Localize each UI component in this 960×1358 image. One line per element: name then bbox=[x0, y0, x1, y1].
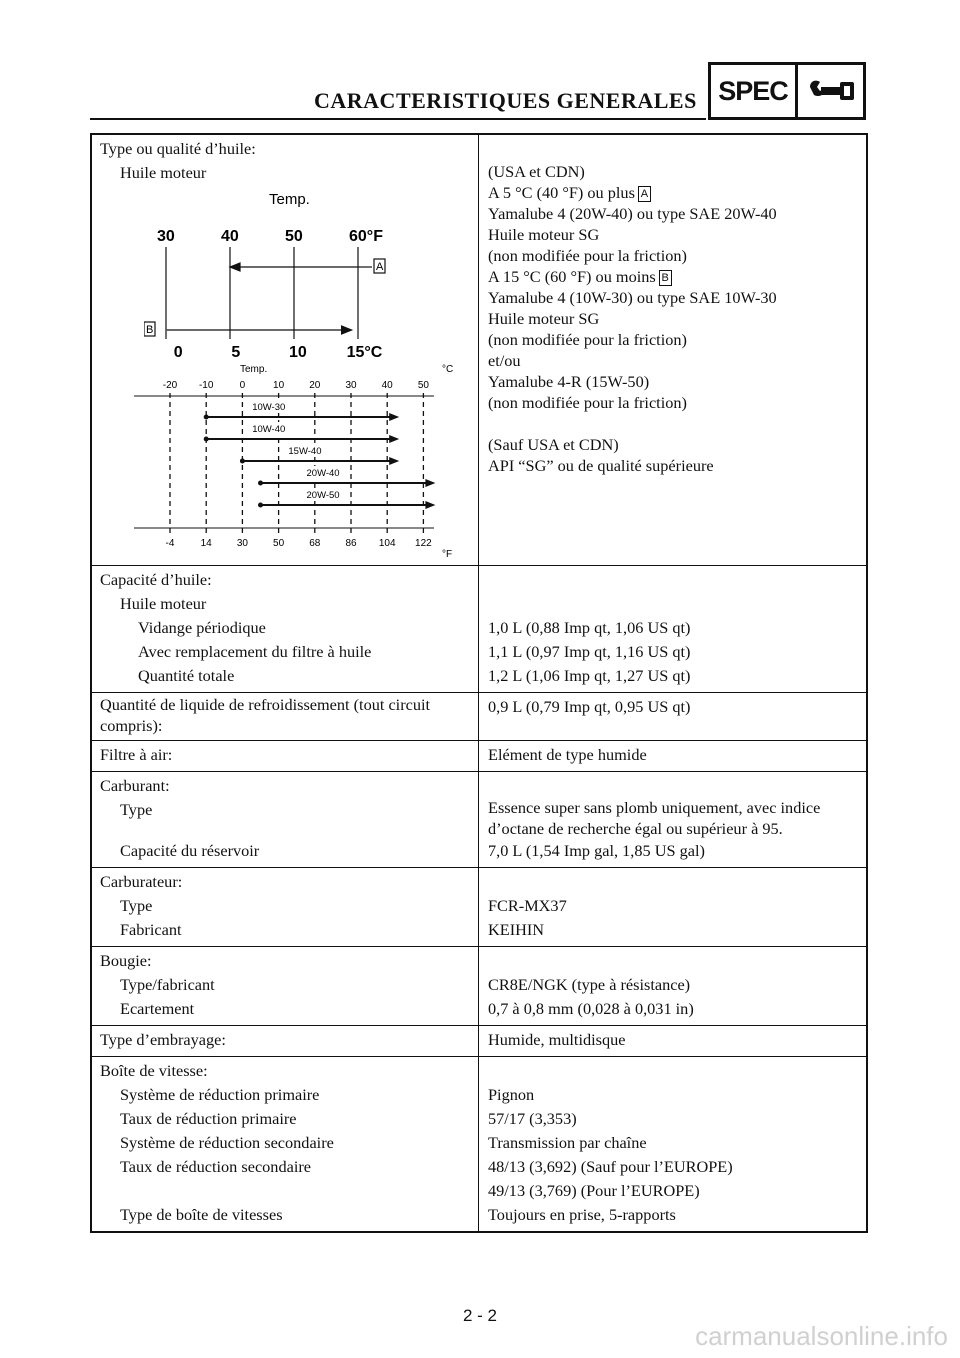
chart2-celsius-tick: 10 bbox=[273, 380, 285, 391]
chart2-celsius-tick: 40 bbox=[381, 380, 393, 391]
spec-section bbox=[92, 1057, 866, 1231]
spec-label: Système de réduction primaire bbox=[120, 1085, 320, 1104]
chart2-series-label: 15W-40 bbox=[288, 446, 322, 457]
spec-value: Pignon bbox=[488, 1085, 535, 1104]
chart2-range-start bbox=[240, 459, 245, 464]
chart1-title: Temp. bbox=[269, 191, 310, 208]
chart2-range-arrowhead bbox=[425, 501, 435, 509]
spec-label: Bougie: bbox=[100, 951, 152, 970]
spec-value: Essence super sans plomb uniquement, avec indice d’octane de recherche égal ou supérieur à 95. bbox=[488, 798, 821, 838]
spec-label: Filtre à air: bbox=[100, 745, 173, 764]
chart2-range-arrowhead bbox=[389, 457, 399, 465]
spec-value: 1,0 L (0,88 Imp qt, 1,06 US qt) bbox=[488, 618, 691, 637]
chart2-fahrenheit-tick: 104 bbox=[378, 538, 396, 549]
chart2-range-start bbox=[258, 503, 263, 508]
chart2-fahrenheit-tick: 50 bbox=[273, 538, 285, 549]
page-number: 2 - 2 bbox=[462, 1306, 498, 1325]
chart2-celsius-tick: 0 bbox=[239, 380, 246, 391]
chart2-fahrenheit-tick: -4 bbox=[165, 538, 175, 549]
spec-label: Type bbox=[120, 896, 153, 915]
oil-note: Yamalube 4 (20W-40) ou type SAE 20W-40 bbox=[488, 204, 777, 223]
oil-note: Huile moteur SG bbox=[488, 225, 600, 244]
chart2-unit-top: °C bbox=[442, 364, 454, 375]
chart1-celsius-tick: 10 bbox=[289, 344, 307, 359]
watermark: carmanualsonline.info bbox=[695, 1321, 948, 1351]
oil-viscosity-chart bbox=[134, 361, 464, 561]
oil-note: (USA et CDN) bbox=[488, 162, 585, 181]
spec-section bbox=[92, 741, 866, 772]
oil-note: et/ou bbox=[488, 351, 521, 370]
spec-label: Quantité de liquide de refroidissement (tout circuit compris): bbox=[100, 695, 431, 735]
spec-section bbox=[92, 566, 866, 693]
spec-label: Fabricant bbox=[120, 920, 182, 939]
oil-type-section bbox=[92, 135, 866, 566]
spec-value bbox=[488, 949, 866, 973]
spec-badge bbox=[708, 62, 866, 120]
spec-section bbox=[92, 1026, 866, 1057]
chart2-fahrenheit-tick: 14 bbox=[200, 538, 212, 549]
oil-note: (non modifiée pour la friction) bbox=[488, 330, 687, 349]
chart2-series-label: 10W-40 bbox=[252, 424, 286, 435]
spec-label: Type d’embrayage: bbox=[100, 1030, 226, 1049]
oil-note: Huile moteur SG bbox=[488, 309, 600, 328]
spec-value bbox=[488, 568, 866, 592]
spec-section bbox=[92, 868, 866, 947]
chart2-title: Temp. bbox=[240, 364, 268, 375]
oil-type-left bbox=[92, 135, 479, 565]
chart1-arrowhead-a bbox=[230, 263, 240, 271]
spec-value bbox=[488, 774, 866, 798]
chart2-range-start bbox=[204, 437, 209, 442]
spec-value: CR8E/NGK (type à résistance) bbox=[488, 975, 691, 994]
chart1-label-a: A bbox=[376, 261, 384, 273]
chart1-fahrenheit-tick: 30 bbox=[157, 228, 175, 245]
spec-label: Boîte de vitesse: bbox=[100, 1061, 208, 1080]
spec-label: Type/fabricant bbox=[120, 975, 215, 994]
spec-label: Taux de réduction primaire bbox=[120, 1109, 297, 1128]
chart2-fahrenheit-tick: 86 bbox=[345, 538, 357, 549]
spec-label: Carburant: bbox=[100, 776, 170, 795]
chart2-range-arrowhead bbox=[425, 479, 435, 487]
chart1-fahrenheit-tick: 40 bbox=[221, 228, 239, 245]
chart2-fahrenheit-tick: 122 bbox=[415, 538, 432, 549]
chart2-celsius-tick: 50 bbox=[417, 380, 429, 391]
oil-type-right bbox=[479, 135, 866, 565]
spec-value: Toujours en prise, 5-rapports bbox=[488, 1205, 676, 1224]
spec-label: Type bbox=[120, 800, 153, 819]
spec-value: 1,1 L (0,97 Imp qt, 1,16 US qt) bbox=[488, 642, 691, 661]
header-rule bbox=[90, 118, 706, 120]
chart2-celsius-tick: -10 bbox=[198, 380, 214, 391]
spec-value: 0,7 à 0,8 mm (0,028 à 0,031 in) bbox=[488, 999, 694, 1018]
chart2-celsius-tick: -20 bbox=[162, 380, 178, 391]
oil-notes bbox=[488, 161, 866, 476]
spec-label: Huile moteur bbox=[120, 594, 207, 613]
spec-label: Taux de réduction secondaire bbox=[120, 1157, 311, 1176]
spec-value: KEIHIN bbox=[488, 920, 545, 939]
spec-label: Vidange périodique bbox=[138, 618, 266, 637]
chart2-series-label: 10W-30 bbox=[252, 402, 286, 413]
spec-value: 49/13 (3,769) (Pour l’EUROPE) bbox=[488, 1181, 700, 1200]
oil-note: (non modifiée pour la friction) bbox=[488, 246, 687, 265]
spec-value: FCR-MX37 bbox=[488, 896, 567, 915]
wrench-icon bbox=[798, 65, 863, 117]
chart2-range-start bbox=[258, 481, 263, 486]
oil-note: (non modifiée pour la friction) bbox=[488, 393, 687, 412]
spec-value: 57/17 (3,353) bbox=[488, 1109, 577, 1128]
callout-box-a: A bbox=[638, 186, 651, 202]
chart1-celsius-tick: 0 bbox=[173, 344, 183, 359]
spec-value: 48/13 (3,692) (Sauf pour l’EUROPE) bbox=[488, 1157, 733, 1176]
temperature-range-chart-1 bbox=[144, 189, 414, 359]
spec-section bbox=[92, 693, 866, 741]
page-title: CARACTERISTIQUES GENERALES bbox=[314, 88, 697, 113]
spec-value: 1,2 L (1,06 Imp qt, 1,27 US qt) bbox=[488, 666, 691, 685]
chart1-fahrenheit-tick: 50 bbox=[285, 228, 303, 245]
spec-section bbox=[92, 772, 866, 868]
chart2-fahrenheit-tick: 30 bbox=[236, 538, 248, 549]
spec-label: Quantité totale bbox=[138, 666, 235, 685]
chart1-celsius-tick: 15°C bbox=[346, 344, 383, 359]
spec-label: Type de boîte de vitesses bbox=[120, 1205, 283, 1224]
chart1-celsius-tick: 5 bbox=[231, 344, 241, 359]
chart1-fahrenheit-tick: 60°F bbox=[349, 228, 383, 245]
spec-label: Ecartement bbox=[120, 999, 195, 1018]
chart2-celsius-tick: 30 bbox=[345, 380, 357, 391]
chart2-series-label: 20W-50 bbox=[306, 490, 340, 501]
spec-value: Transmission par chaîne bbox=[488, 1133, 647, 1152]
oil-note: Yamalube 4-R (15W-50) bbox=[488, 372, 650, 391]
chart2-range-arrowhead bbox=[389, 435, 399, 443]
spec-label: Capacité du réservoir bbox=[120, 841, 260, 860]
spec-value: Humide, multidisque bbox=[488, 1030, 626, 1049]
oil-note: (Sauf USA et CDN) bbox=[488, 435, 619, 454]
oil-note: API “SG” ou de qualité supérieure bbox=[488, 456, 714, 475]
spec-label: Système de réduction secondaire bbox=[120, 1133, 334, 1152]
engine-oil-label: Huile moteur bbox=[120, 163, 207, 182]
chart2-range-start bbox=[204, 415, 209, 420]
chart1-label-b: B bbox=[146, 324, 154, 336]
oil-note bbox=[488, 413, 866, 434]
oil-note: Yamalube 4 (10W-30) ou type SAE 10W-30 bbox=[488, 288, 777, 307]
chart1-arrowhead-b bbox=[342, 326, 352, 334]
chart2-celsius-tick: 20 bbox=[309, 380, 321, 391]
chart2-unit-bottom: °F bbox=[442, 549, 453, 560]
oil-note: A 15 °C (60 °F) ou moins B bbox=[488, 266, 866, 287]
spec-value: 0,9 L (0,79 Imp qt, 0,95 US qt) bbox=[488, 697, 691, 716]
spec-value: 7,0 L (1,54 Imp gal, 1,85 US gal) bbox=[488, 841, 705, 860]
spec-table bbox=[90, 133, 868, 1233]
oil-type-label: Type ou qualité d’huile: bbox=[100, 139, 256, 158]
chart2-range-arrowhead bbox=[389, 413, 399, 421]
spec-value bbox=[488, 1059, 866, 1083]
chart2-series-label: 20W-40 bbox=[306, 468, 340, 479]
spec-label: Avec remplacement du filtre à huile bbox=[138, 642, 372, 661]
spec-value: Elément de type humide bbox=[488, 745, 647, 764]
spec-value bbox=[488, 870, 866, 894]
chart2-fahrenheit-tick: 68 bbox=[309, 538, 321, 549]
oil-note: A 5 °C (40 °F) ou plus A bbox=[488, 182, 866, 203]
callout-box-b: B bbox=[659, 270, 672, 286]
spec-section bbox=[92, 947, 866, 1026]
spec-label: Capacité d’huile: bbox=[100, 570, 212, 589]
spec-value bbox=[488, 592, 866, 616]
spec-label bbox=[100, 1179, 478, 1203]
spec-label: SPEC bbox=[711, 65, 798, 117]
spec-label: Carburateur: bbox=[100, 872, 183, 891]
